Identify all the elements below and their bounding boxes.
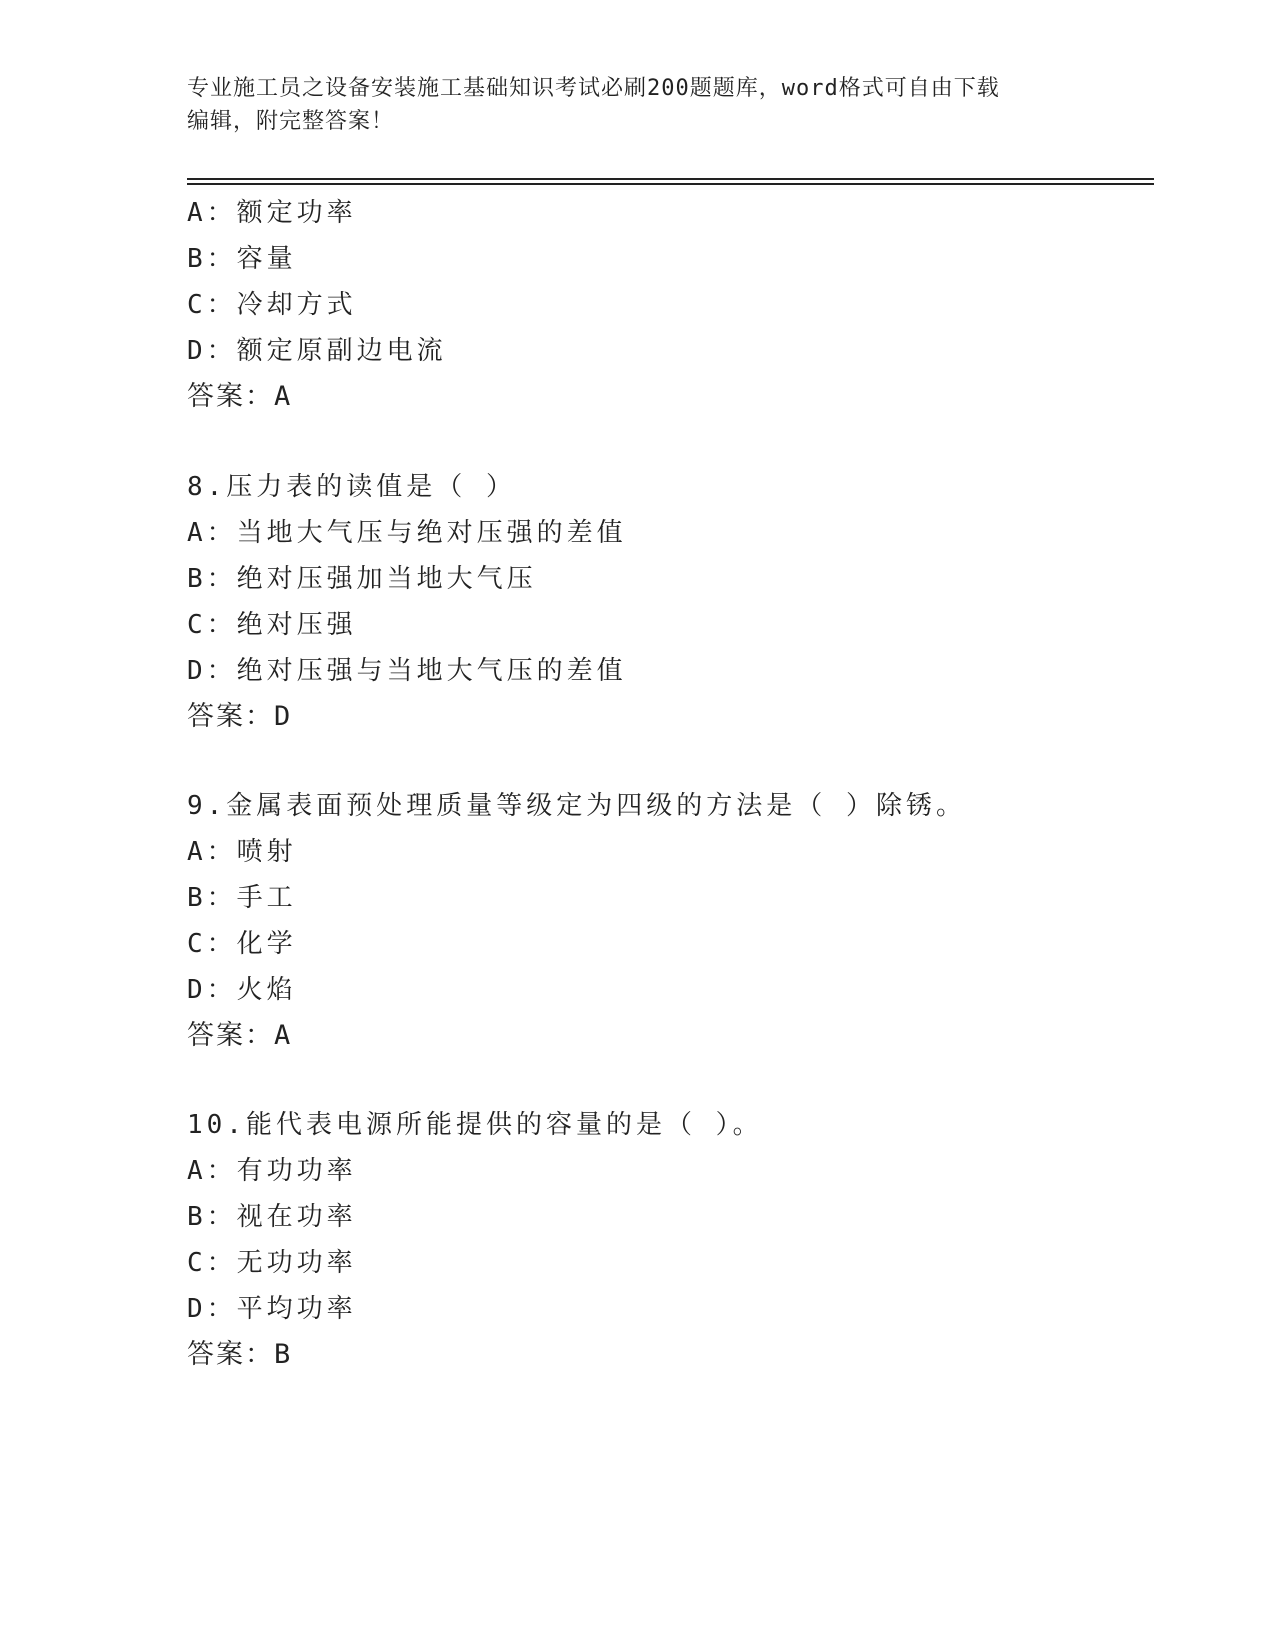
question-10-option-d: D：平均功率 [187,1294,357,1324]
question-9-option-a: A：喷射 [187,837,297,867]
question-list [187,190,1147,1378]
question-10-option-a: A：有功功率 [187,1156,357,1186]
question-7-option-b: B：容量 [187,244,297,274]
question-8-option-d: D：绝对压强与当地大气压的差值 [187,656,627,686]
question-7-continued [187,190,1147,420]
document-header [187,72,1087,138]
question-8-stem: 8.压力表的读值是（ ） [187,472,516,502]
question-8-option-a: A：当地大气压与绝对压强的差值 [187,518,627,548]
question-9-answer: 答案：A [187,1020,293,1051]
question-10 [187,1102,1147,1378]
question-10-option-b: B：视在功率 [187,1202,357,1232]
question-8-option-c: C：绝对压强 [187,610,357,640]
question-10-option-c: C：无功功率 [187,1248,357,1278]
header-rule-top [187,178,1154,180]
question-7-answer: 答案：A [187,381,293,412]
question-9-option-d: D：火焰 [187,975,297,1005]
question-10-stem: 10.能代表电源所能提供的容量的是（ ）。 [187,1110,763,1140]
question-8 [187,464,1147,740]
question-8-answer: 答案：D [187,701,293,732]
header-title-line-2: 编辑，附完整答案！ [187,109,395,134]
question-9-option-c: C：化学 [187,929,297,959]
question-10-answer: 答案：B [187,1339,293,1370]
question-9 [187,783,1147,1059]
header-rule-bottom [187,183,1154,185]
question-7-option-d: D：额定原副边电流 [187,336,447,366]
question-9-option-b: B：手工 [187,883,297,913]
question-9-stem: 9.金属表面预处理质量等级定为四级的方法是（ ）除锈。 [187,791,966,821]
question-7-option-a: A：额定功率 [187,198,357,228]
question-8-option-b: B：绝对压强加当地大气压 [187,564,537,594]
question-7-option-c: C：冷却方式 [187,290,357,320]
header-title-line-1: 专业施工员之设备安装施工基础知识考试必刷200题题库，word格式可自由下载 [187,76,1000,101]
